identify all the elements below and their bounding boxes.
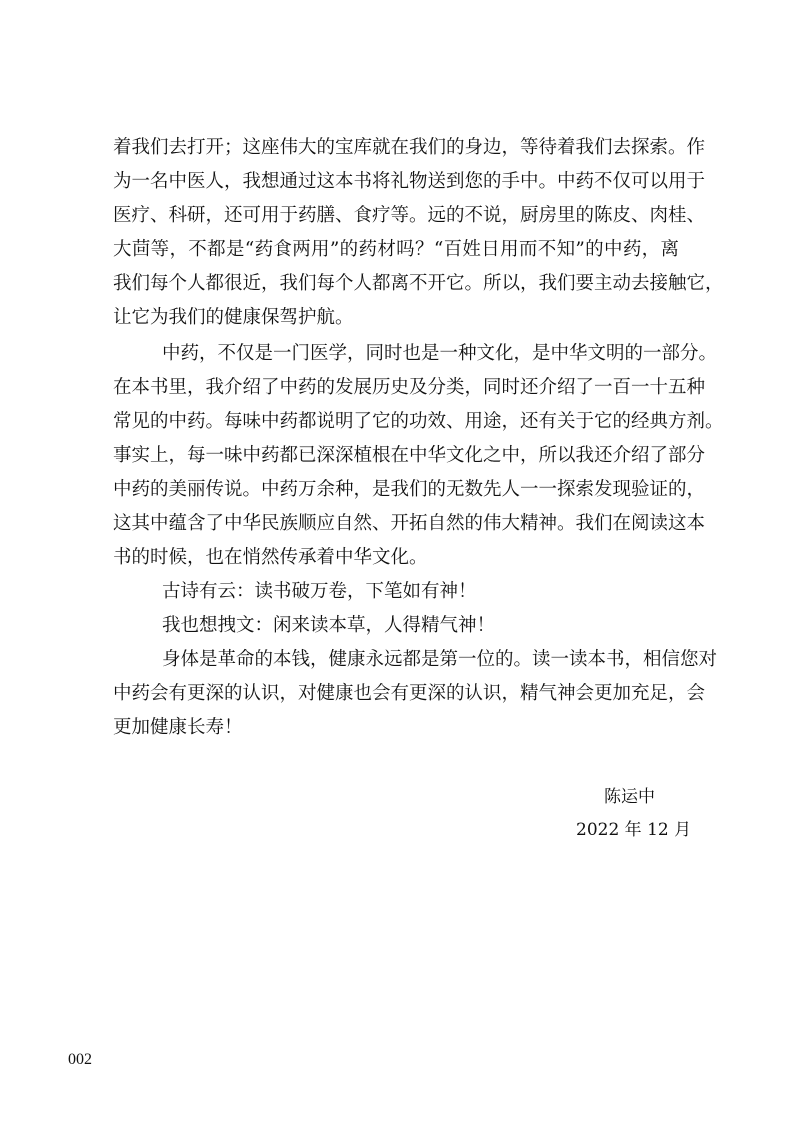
text-line: 为一名中医人，我想通过这本书将礼物送到您的手中。中药不仅可以用于 bbox=[113, 171, 706, 192]
text-line: 书的时候，也在悄然传承着中华文化。 bbox=[113, 547, 428, 568]
text-line: 让它为我们的健康保驾护航。 bbox=[113, 307, 354, 328]
text-line: 中药的美丽传说。中药万余种，是我们的无数先人一一探索发现验证的， bbox=[113, 479, 706, 500]
text-line: 我们每个人都很近，我们每个人都离不开它。所以，我们要主动去接触它， bbox=[113, 273, 724, 294]
text-line: 身体是革命的本钱，健康永远都是第一位的。读一读本书，相信您对 bbox=[162, 649, 718, 670]
text-line: 医疗、科研，还可用于药膳、食疗等。远的不说，厨房里的陈皮、肉桂、 bbox=[113, 205, 706, 226]
text-line: 中药会有更深的认识，对健康也会有更深的认识，精气神会更加充足，会 bbox=[113, 683, 706, 704]
signature-date: 2022 年 12 月 bbox=[576, 820, 692, 840]
text-line: 这其中蕴含了中华民族顺应自然、开拓自然的伟大精神。我们在阅读这本 bbox=[113, 513, 706, 534]
text-line: 常见的中药。每味中药都说明了它的功效、用途，还有关于它的经典方剂。 bbox=[113, 411, 724, 432]
text-line: 事实上，每一味中药都已深深植根在中华文化之中，所以我还介绍了部分 bbox=[113, 445, 706, 466]
text-line: 古诗有云：读书破万卷，下笔如有神！ bbox=[162, 581, 477, 602]
text-line: 中药，不仅是一门医学，同时也是一种文化，是中华文明的一部分。 bbox=[162, 343, 718, 364]
text-line: 在本书里，我介绍了中药的发展历史及分类，同时还介绍了一百一十五种 bbox=[113, 377, 706, 398]
text-line: 着我们去打开；这座伟大的宝库就在我们的身边，等待着我们去探索。作 bbox=[113, 137, 706, 158]
author-signature: 陈运中 bbox=[604, 787, 655, 807]
text-line: 我也想拽文：闲来读本草，人得精气神！ bbox=[162, 615, 496, 636]
text-line: 更加健康长寿！ bbox=[113, 717, 243, 738]
page-number: 002 bbox=[68, 1051, 92, 1068]
text-line: 大茴等，不都是“药食两用”的药材吗？“百姓日用而不知”的中药，离 bbox=[113, 239, 679, 260]
